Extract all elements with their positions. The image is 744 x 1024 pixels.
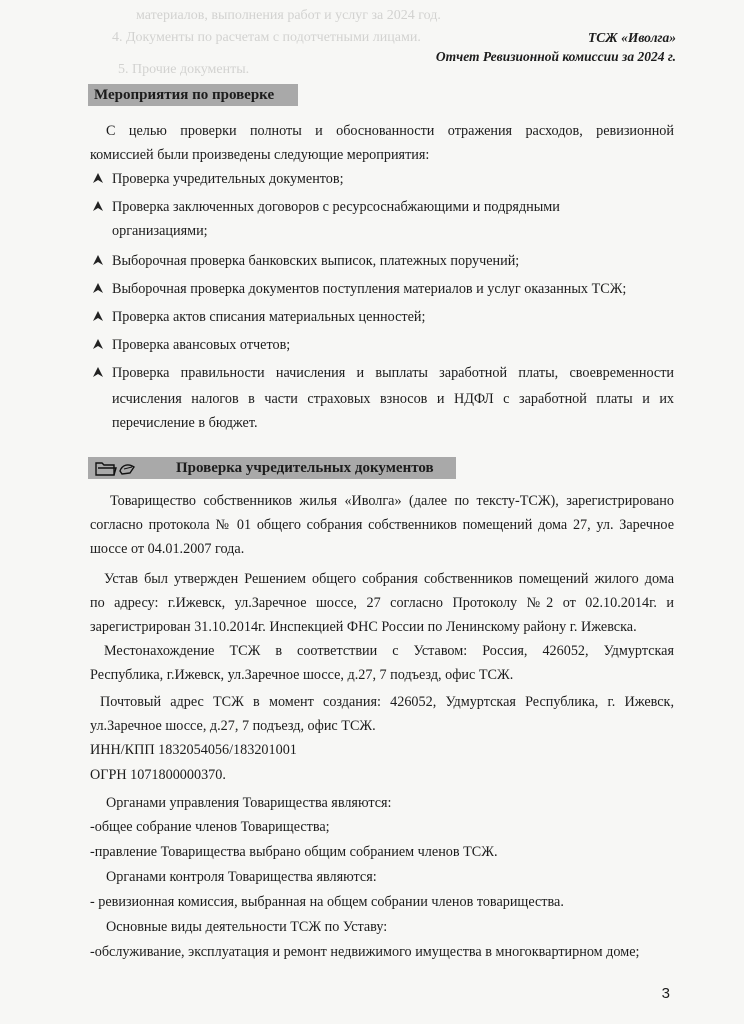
- section-heading-measures: Мероприятия по проверке: [88, 84, 298, 106]
- paragraph-line: Местонахождение ТСЖ в соответствии с Уставом: Россия, 426052, Удмуртская: [104, 643, 674, 659]
- page-number: 3: [661, 985, 670, 1002]
- list-item: Проверка учредительных документов;: [112, 171, 344, 187]
- intro-paragraph-line2: комиссией были произведены следующие мероприятия:: [90, 147, 430, 163]
- header-report: Отчет Ревизионной комиссии за 2024 г.: [435, 49, 676, 64]
- paragraph-line: -правление Товарищества выбрано общим собранием членов ТСЖ.: [90, 844, 498, 860]
- paragraph-line: ул.Заречное шоссе, д.27, 7 подъезд, офис ТСЖ.: [90, 718, 376, 734]
- paragraph-line: Товарищество собственников жилья «Иволга» (далее по тексту-ТСЖ), зарегистрировано: [110, 493, 674, 509]
- ghost-text: материалов, выполнения работ и услуг за 2024 год.: [136, 8, 441, 23]
- ghost-text: 5. Прочие документы.: [118, 62, 250, 77]
- triangle-bullet-icon: [92, 310, 104, 322]
- list-item: Проверка авансовых отчетов;: [112, 337, 291, 353]
- list-item: Проверка актов списания материальных ценностей;: [112, 309, 426, 325]
- paragraph-line: зарегистрирован 31.10.2014г. Инспекцией ФНС России по Ленинскому району г. Ижевска.: [90, 619, 637, 635]
- triangle-bullet-icon: [92, 200, 104, 212]
- paragraph-line: Устав был утвержден Решением общего собрания собственников помещений жилого дома: [104, 571, 674, 587]
- list-item-continuation: исчисления налогов в части страховых взносов и НДФЛ с заработной платы и их: [112, 391, 674, 407]
- triangle-bullet-icon: [92, 338, 104, 350]
- list-item: Проверка заключенных договоров с ресурсоснабжающими и подрядными: [112, 199, 560, 215]
- ghost-text: 4. Документы по расчетам с подотчетными лицами.: [112, 30, 421, 45]
- list-item-continuation: перечисление в бюджет.: [112, 415, 258, 431]
- ogrn: ОГРН 1071800000370.: [90, 767, 226, 783]
- document-header: [436, 28, 676, 66]
- paragraph-line: Органами контроля Товарищества являются:: [106, 869, 377, 885]
- intro-paragraph-line1: С целью проверки полноты и обоснованности отражения расходов, ревизионной: [106, 123, 674, 139]
- folder-icon: [94, 459, 138, 477]
- header-org: ТСЖ «Иволга»: [588, 30, 676, 45]
- paragraph-line: по адресу: г.Ижевск, ул.Заречное шоссе, 27 согласно Протоколу №2 от 02.10.2014г. и: [90, 595, 674, 611]
- paragraph-line: Основные виды деятельности ТСЖ по Уставу:: [106, 919, 388, 935]
- list-item: Выборочная проверка документов поступления материалов и услуг оказанных ТСЖ;: [112, 281, 627, 297]
- paragraph-line: - ревизионная комиссия, выбранная на общем собрании членов товарищества.: [90, 894, 564, 910]
- triangle-bullet-icon: [92, 254, 104, 266]
- paragraph-line: Республика, г.Ижевск, ул.Заречное шоссе, д.27, 7 подъезд, офис ТСЖ.: [90, 667, 514, 683]
- paragraph-line: согласно протокола № 01 общего собрания собственников помещений дома 27, ул. Заречное: [90, 517, 674, 533]
- paragraph-line: Почтовый адрес ТСЖ в момент создания: 426052, Удмуртская Республика, г. Ижевск,: [100, 694, 674, 710]
- paragraph-line: шоссе от 04.01.2007 года.: [90, 541, 245, 557]
- triangle-bullet-icon: [92, 366, 104, 378]
- list-item: Выборочная проверка банковских выписок, платежных поручений;: [112, 253, 520, 269]
- list-item: Проверка правильности начисления и выплаты заработной платы, своевременности: [112, 365, 674, 381]
- paragraph-line: -обслуживание, эксплуатация и ремонт недвижимого имущества в многоквартирном доме;: [90, 944, 640, 960]
- inn-kpp: ИНН/КПП 1832054056/183201001: [90, 742, 297, 758]
- list-item-continuation: организациями;: [112, 223, 208, 239]
- paragraph-line: -общее собрание членов Товарищества;: [90, 819, 330, 835]
- section-heading-founding-docs-label: Проверка учредительных документов: [176, 460, 434, 476]
- triangle-bullet-icon: [92, 172, 104, 184]
- paragraph-line: Органами управления Товарищества являются:: [106, 795, 392, 811]
- triangle-bullet-icon: [92, 282, 104, 294]
